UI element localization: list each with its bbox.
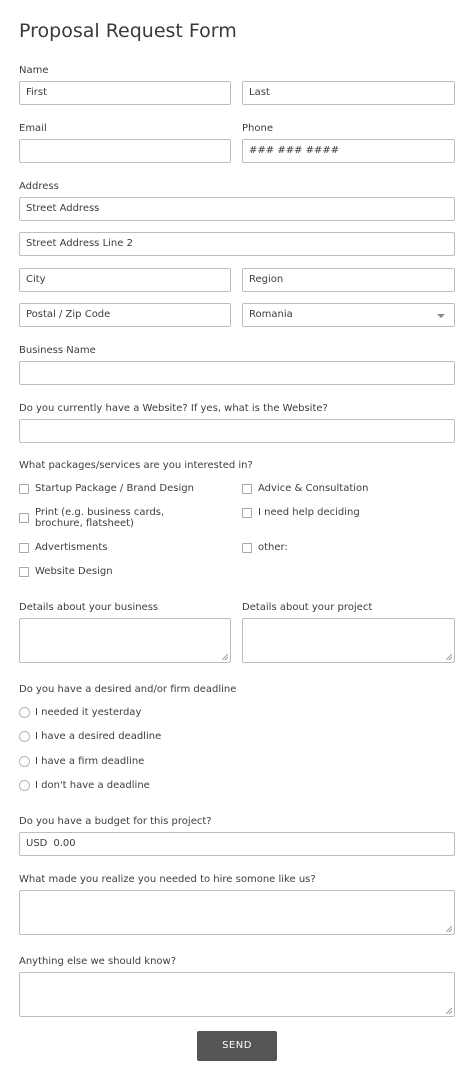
service-checkbox-advice[interactable] (242, 484, 252, 494)
budget-amount: 0.00 (53, 838, 76, 849)
page-title: Proposal Request Form (19, 20, 237, 42)
resize-handle-icon[interactable] (222, 654, 228, 660)
service-checkbox-print[interactable] (19, 513, 29, 523)
service-option-label: Advertisments (35, 542, 108, 553)
region-input[interactable]: Region (242, 268, 455, 292)
postal-code-input[interactable]: Postal / Zip Code (19, 303, 231, 327)
service-checkbox-advertisments[interactable] (19, 543, 29, 553)
email-label: Email (19, 123, 47, 134)
business-name-label: Business Name (19, 345, 96, 356)
deadline-radio-firm[interactable] (19, 756, 30, 767)
currency-label: USD (26, 838, 48, 849)
details-project-textarea[interactable] (242, 618, 455, 663)
phone-label: Phone (242, 123, 273, 134)
city-input[interactable]: City (19, 268, 231, 292)
deadline-radio-yesterday[interactable] (19, 707, 30, 718)
street-address-input[interactable]: Street Address (19, 197, 455, 221)
hire-reason-textarea[interactable] (19, 890, 455, 935)
country-select[interactable] (242, 303, 455, 327)
deadline-option-label: I have a firm deadline (35, 756, 145, 767)
chevron-down-icon (437, 314, 445, 318)
service-option-label: I need help deciding (258, 507, 360, 518)
budget-label: Do you have a budget for this project? (19, 816, 212, 827)
service-option-label: Print (e.g. business cards, brochure, flatsheet) (35, 507, 165, 529)
email-field[interactable] (19, 139, 231, 163)
service-option-label: Startup Package / Brand Design (35, 483, 194, 494)
deadline-label: Do you have a desired and/or firm deadline (19, 684, 237, 695)
deadline-radio-none[interactable] (19, 780, 30, 791)
anything-else-textarea[interactable] (19, 972, 455, 1017)
deadline-option-label: I don't have a deadline (35, 780, 150, 791)
service-checkbox-website[interactable] (19, 567, 29, 577)
deadline-radio-desired[interactable] (19, 731, 30, 742)
send-button[interactable]: SEND (197, 1031, 277, 1061)
resize-handle-icon[interactable] (446, 926, 452, 932)
details-business-textarea[interactable] (19, 618, 231, 663)
first-name-input[interactable]: First (19, 81, 231, 105)
hire-reason-label: What made you realize you needed to hire somone like us? (19, 874, 316, 885)
deadline-option-label: I have a desired deadline (35, 731, 162, 742)
street-address-line2-input[interactable]: Street Address Line 2 (19, 232, 455, 256)
service-checkbox-help[interactable] (242, 508, 252, 518)
deadline-option-label: I needed it yesterday (35, 707, 142, 718)
services-label: What packages/services are you interested in? (19, 460, 253, 471)
service-checkbox-other[interactable] (242, 543, 252, 553)
service-checkbox-startup[interactable] (19, 484, 29, 494)
website-label: Do you currently have a Website? If yes, what is the Website? (19, 403, 328, 414)
budget-input[interactable] (19, 832, 455, 856)
details-project-label: Details about your project (242, 602, 373, 613)
service-option-label: Advice & Consultation (258, 483, 369, 494)
phone-field[interactable]: ### ### #### (242, 139, 455, 163)
resize-handle-icon[interactable] (446, 1008, 452, 1014)
service-option-label: other: (258, 542, 288, 553)
service-option-label: Website Design (35, 566, 113, 577)
details-business-label: Details about your business (19, 602, 159, 613)
address-label: Address (19, 181, 59, 192)
country-select-value: Romania (249, 309, 293, 320)
website-input[interactable] (19, 419, 455, 443)
resize-handle-icon[interactable] (446, 654, 452, 660)
name-label: Name (19, 65, 49, 76)
last-name-input[interactable]: Last (242, 81, 455, 105)
business-name-input[interactable] (19, 361, 455, 385)
anything-else-label: Anything else we should know? (19, 956, 177, 967)
